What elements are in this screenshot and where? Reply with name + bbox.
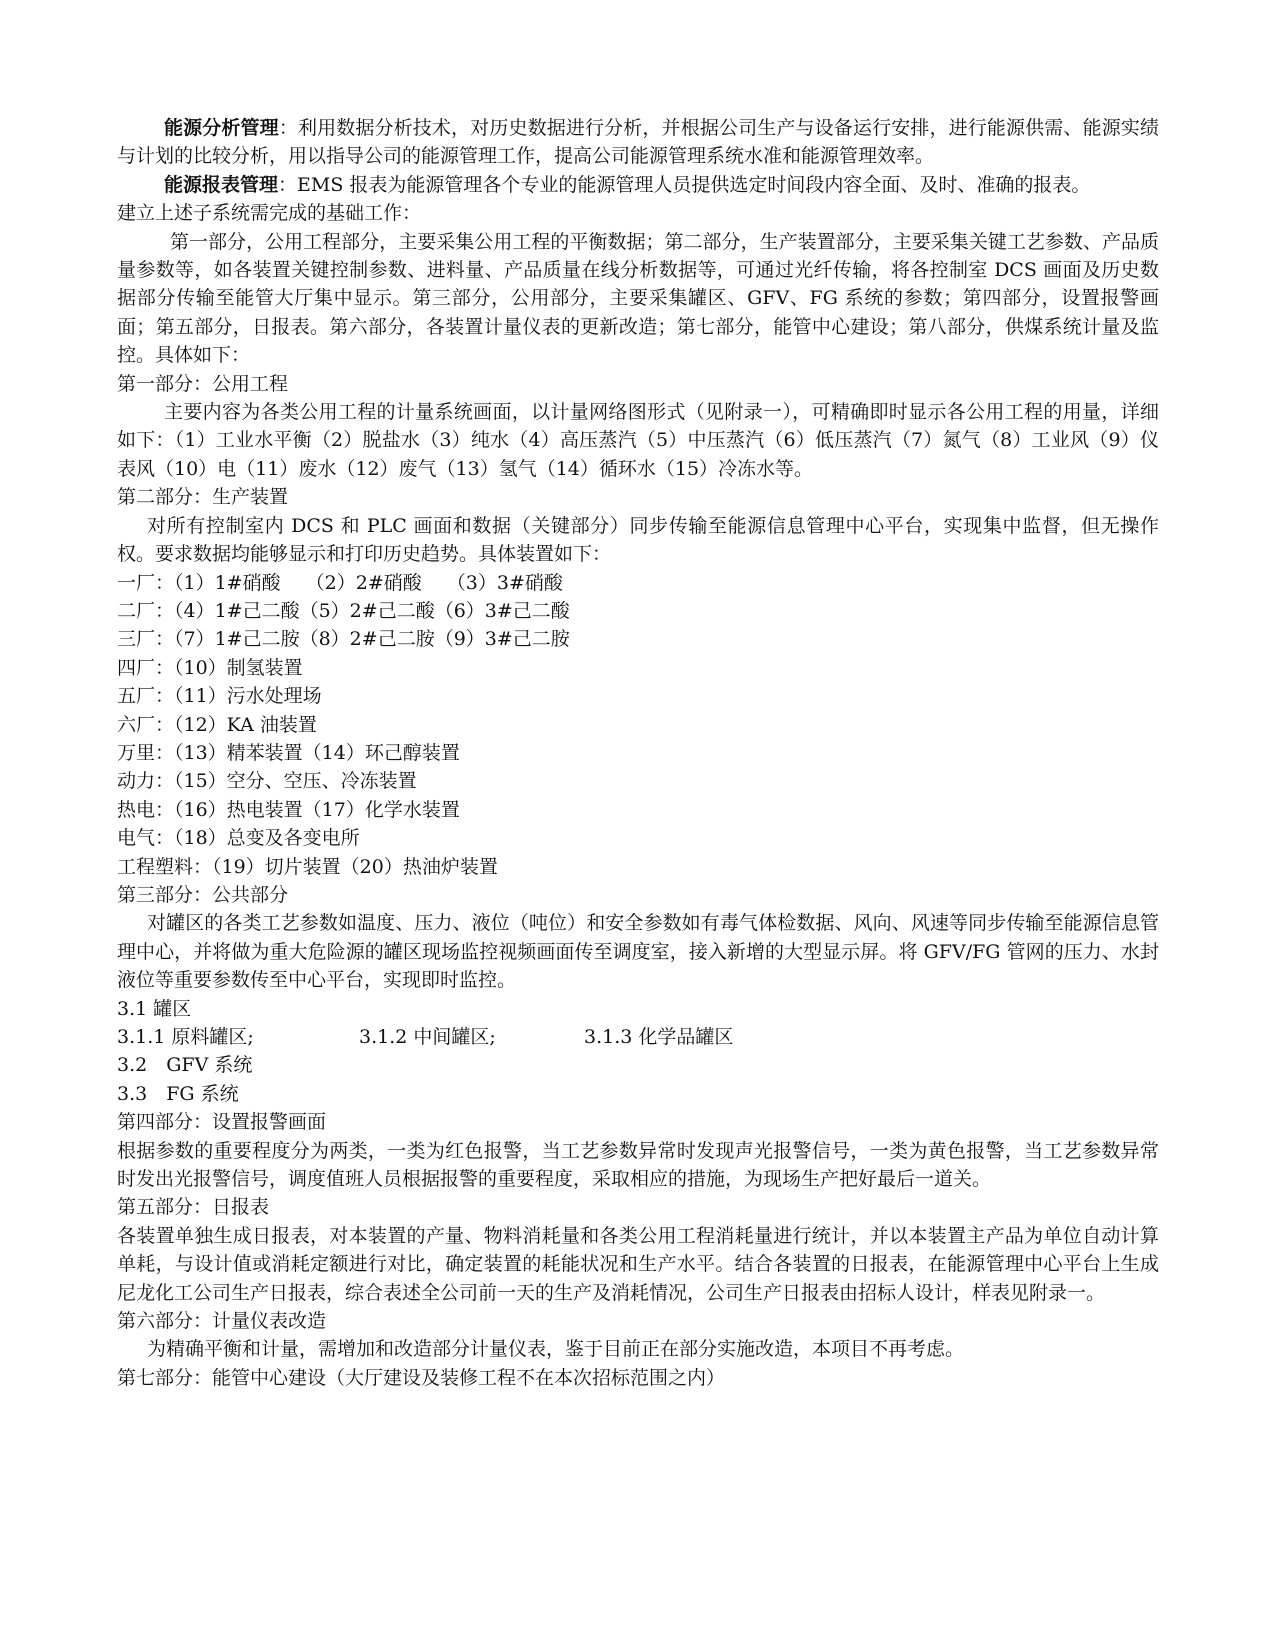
heading-energy-report: 能源报表管理 (164, 173, 279, 196)
plant-item: 万里：（13）精苯装置（14）环己醇装置 (117, 741, 460, 764)
plant-item: 一厂：（1）1#硝酸 （2）2#硝酸 （3）3#硝酸 (117, 571, 563, 594)
part6-body: 为精确平衡和计量，需增加和改造部分计量仪表，鉴于目前正在部分实施改造，本项目不再考虑。 (147, 1338, 965, 1361)
plant-item: 动力：（15）空分、空压、冷冻装置 (117, 770, 417, 793)
part3-title: 第三部分：公共部分 (117, 883, 289, 906)
part1-body: 主要内容为各类公用工程的计量系统画面，以计量网络图形式（见附录一），可精确即时显示各公用工程的用量，详细如下：（1）工业水平衡（2）脱盐水（3）纯水（4）高压蒸汽（5）中压蒸汽（6）低压蒸汽（7）氮气（8）工业风（9）仪表风（10）电（11）废水（12）废气（13）氢气（14）循环水（15）冷冻水等。 (117, 401, 1159, 480)
text-energy-report: ：EMS 报表为能源管理各个专业的能源管理人员提供选定时间段内容全面、及时、准确的报表。 (278, 173, 1091, 196)
plant-item: 电气：（18）总变及各变电所 (117, 827, 360, 850)
part2-body: 对所有控制室内 DCS 和 PLC 画面和数据（关键部分）同步传输至能源信息管理中心平台，实现集中监督，但无操作权。要求数据均能够显示和打印历史趋势。具体装置如下： (117, 514, 1159, 566)
plant-item: 五厂：（11）污水处理场 (117, 685, 322, 708)
fg-system-heading: 3.3 FG 系统 (117, 1082, 239, 1105)
text-energy-analysis: ：利用数据分析技术，对历史数据进行分析，并根据公司生产与设备运行安排，进行能源供需、能源实绩与计划的比较分析，用以指导公司的能源管理工作，提高公司能源管理系统水准和能源管理效率。 (117, 117, 1159, 168)
part3-body: 对罐区的各类工艺参数如温度、压力、液位（吨位）和安全参数如有毒气体检数据、风向、风速等同步传输至能源信息管理中心，并将做为重大危险源的罐区现场监控视频画面传至调度室，接入新增的大型显示屏。将 GFV/FG 管网的压力、水封液位等重要参数传至中心平台，实现即时监控。 (117, 912, 1159, 992)
part4-body: 根据参数的重要程度分为两类，一类为红色报警，当工艺参数异常时发现声光报警信号，一类为黄色报警，当工艺参数异常时发出光报警信号，调度值班人员根据报警的重要程度，采取相应的措施，为现场生产把好最后一道关。 (117, 1139, 1159, 1191)
part7-title: 第七部分：能管中心建设（大厅建设及装修工程不在本次招标范围之内） (117, 1366, 726, 1389)
paragraph-energy-analysis (117, 114, 1159, 171)
tank-item-raw: 3.1.1 原料罐区; (117, 1026, 254, 1048)
gfv-system-heading: 3.2 GFV 系统 (117, 1054, 253, 1077)
part5-body: 各装置单独生成日报表，对本装置的产量、物料消耗量和各类公用工程消耗量进行统计，并以本装置主产品为单位自动计算单耗，与设计值或消耗定额进行对比，确定装置的耗能状况和生产水平。结合各装置的日报表，在能源管理中心平台上生成尼龙化工公司生产日报表，综合表述全公司前一天的生产及消耗情况，公司生产日报表由招标人设计，样表见附录一。 (117, 1224, 1159, 1304)
plant-item: 三厂：（7）1#己二胺（8）2#己二胺（9）3#己二胺 (117, 628, 570, 651)
plant-item: 工程塑料：（19）切片装置（20）热油炉装置 (117, 855, 498, 878)
overview-paragraph: 第一部分，公用工程部分，主要采集公用工程的平衡数据；第二部分，生产装置部分，主要采集关键工艺参数、产品质量参数等，如各装置关键控制参数、进料量、产品质量在线分析数据等，可通过光纤传输，将各控制室 DCS 画面及历史数据部分传输至能管大厅集中显示。第三部分，公用部分，主要采集罐区、GFV、FG 系统的参数；第四部分，设置报警画面；第五部分，日报表。第六部分，各装置计量仪表的更新改造；第七部分，能管中心建设；第八部分，供煤系统计量及监控。具体如下： (117, 230, 1159, 367)
plant-item: 四厂：（10）制氢装置 (117, 656, 303, 679)
heading-energy-analysis: 能源分析管理 (164, 117, 279, 139)
plant-item: 二厂：（4）1#己二酸（5）2#己二酸（6）3#己二酸 (117, 599, 570, 622)
paragraph-energy-report (117, 171, 1159, 199)
tank-area-list (117, 1023, 1159, 1051)
tank-item-intermediate: 3.1.2 中间罐区; (359, 1026, 496, 1048)
part1-title: 第一部分：公用工程 (117, 372, 289, 395)
plant-item: 热电：（16）热电装置（17）化学水装置 (117, 798, 460, 821)
part6-title: 第六部分：计量仪表改造 (117, 1310, 327, 1333)
part2-title: 第二部分：生产装置 (117, 486, 289, 509)
part5-title: 第五部分：日报表 (117, 1196, 270, 1219)
tank-item-chemical: 3.1.3 化学品罐区 (584, 1026, 734, 1048)
tank-area-heading: 3.1 罐区 (117, 997, 192, 1020)
basic-work-line: 建立上述子系统需完成的基础工作： (117, 202, 422, 225)
document-page (117, 114, 1159, 1392)
plant-item: 六厂：（12）KA 油装置 (117, 713, 317, 736)
part4-title: 第四部分：设置报警画面 (117, 1111, 327, 1134)
